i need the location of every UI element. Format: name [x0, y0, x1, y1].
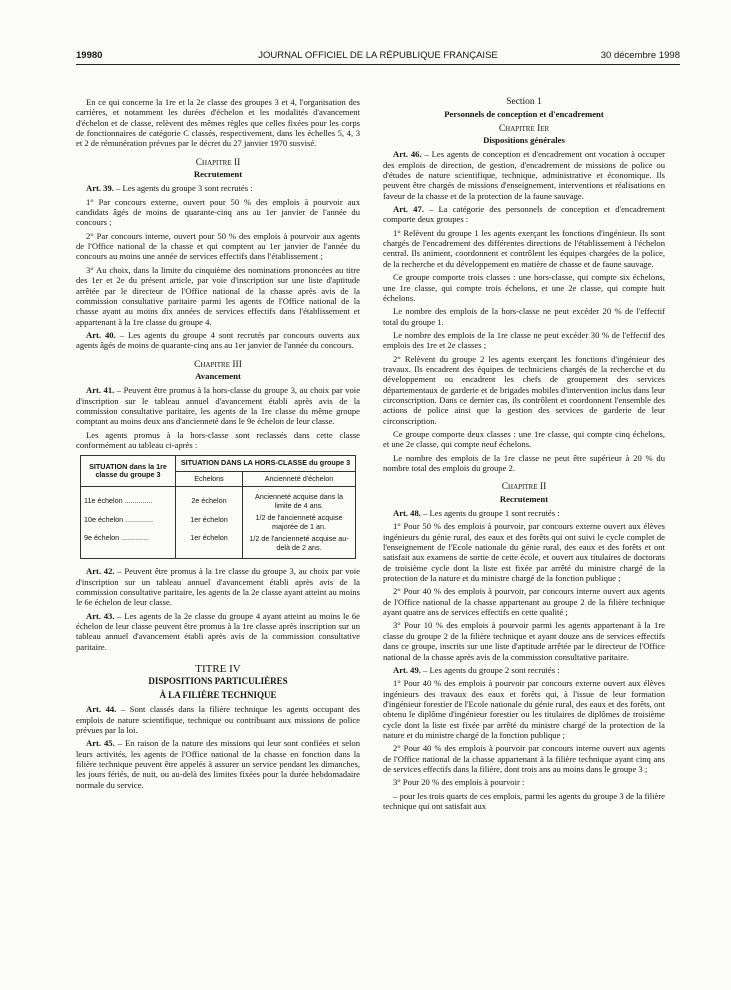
paragraph: 2° Pour 40 % des emplois à pourvoir par concours interne ouvert aux agents de l'Office national de la chasse appartenant à la filière technique ayant cinq ans de services effectifs dans la filière, dont trois ans au moins dans le groupe 3 ; [383, 743, 665, 774]
article-46 [383, 149, 665, 201]
table-header: Ancienneté d'échelon [243, 471, 356, 487]
article-label: Art. 48. [393, 508, 421, 519]
table-cell-value: 10e échelon .............. [84, 514, 154, 524]
article-text: – La catégorie des personnels de conception et d'encadrement comporte deux groupes : [383, 204, 666, 225]
title-subheading: À LA FILIÈRE TECHNIQUE [159, 690, 277, 701]
chapter-heading: Chapitre II [195, 157, 241, 168]
table-cell-value: 11e échelon .............. [84, 496, 153, 506]
reclassification-table [80, 455, 356, 559]
article-text: – En raison de la nature des missions qui leur sont confiées et selon leurs activités, les agents de l'Office national de la chasse en fonction dans la filière technique peuvent être appelés à assurer un service pendant les dimanches, les jours fériés, de nuit, ou au-delà des limites fixées pour la durée hebdomadaire normale du service. [76, 738, 360, 790]
paragraph: Le nombre des emplois de la hors-classe ne peut excéder 20 % de l'effectif total du groupe 1. [383, 306, 665, 327]
paragraph: 2° Relèvent du groupe 2 les agents exerçant les fonctions d'ingénieur des travaux. Ils encadrent des équipes de techniciens chargés de la recherche et du développement ou encadrent les chefs de groupement des services départementaux de garderie et de brigades mobiles d'intervention inclus dans leur circonscription. Dans ce dernier cas, ils contrôlent et coordonnent l'ensemble des actions de police ainsi que la gestion des services de garderie de leur circonscription. [383, 353, 665, 426]
paragraph: 1° Pour 50 % des emplois à pourvoir, par concours externe ouvert aux élèves ingénieurs du génie rural, des eaux et des forêts qui ont suivi le cycle complet de l'enseignement de l'Ecole nationale du génie rural, des eaux et des forêts et ont satisfait aux examens de sortie de cette école, et ouvert aux titulaires de doctorats de troisième cycle dont la liste est fixée par arrêté du ministre chargé de la protection de la nature et du ministre chargé de la fonction publique ; [383, 521, 665, 584]
article-label: Art. 43. [86, 610, 115, 621]
paragraph: 2° Pour 40 % des emplois à pourvoir, par concours interne ouvert aux agents de l'Office national de la chasse appartenant au groupe 2 de la filière technique ayant quatre ans de services effectifs en cette qualité ; [383, 586, 665, 618]
journal-title: JOURNAL OFFICIEL DE LA RÉPUBLIQUE FRANÇAISE [258, 50, 498, 61]
article-text: – Les agents du groupe 2 sont recrutés : [420, 664, 560, 675]
table-header: SITUATION DANS LA HORS-CLASSE du groupe 3 [176, 456, 356, 472]
article-label: Art. 42. [86, 566, 115, 577]
article-45 [76, 738, 360, 790]
page-header [76, 50, 680, 65]
article-47 [383, 204, 665, 225]
chapter-subheading: Avancement [195, 370, 241, 381]
paragraph: Le nombre des emplois de la 1re classe ne peut être supérieur à 20 % du nombre total des emplois du groupe 2. [383, 452, 665, 473]
article-text: – Sont classés dans la filière technique les agents occupant des emplois de nature scientifique, technique ou contribuant aux missions de police prévues par la loi. [76, 704, 360, 736]
paragraph: 2° Par concours interne, ouvert pour 50 % des emplois à pourvoir aux agents de l'Office national de la chasse et qui comptent au 1er janvier de l'année du concours au moins une année de services effectifs dans l'établissement ; [76, 230, 360, 262]
article-41 [76, 385, 360, 426]
article-40 [76, 330, 360, 351]
chapter-heading: Chapitre Ier [498, 123, 550, 134]
article-label: Art. 45. [86, 738, 115, 749]
article-label: Art. 46. [393, 149, 422, 160]
article-label: Art. 49. [393, 664, 421, 675]
chapter-heading: Chapitre III [194, 359, 242, 370]
article-text: – Les agents du groupe 3 sont recrutés : [113, 183, 253, 194]
chapter-subheading: Recrutement [499, 493, 549, 504]
table-cell-value: 1/2 de l'ancienneté acquise majorée de 1 an. [255, 513, 343, 531]
article-44 [76, 704, 360, 735]
table-cell-value: 1/2 de l'ancienneté acquise au-delà de 2 ans. [249, 534, 349, 552]
table-cell-value: Ancienneté acquise dans la limite de 4 ans. [255, 492, 343, 510]
chapter-subheading: Dispositions générales [483, 135, 565, 146]
article-text: – Peuvent être promus à la hors-classe du groupe 3, au choix par voie d'inscription sur le tableau annuel d'avancement établi après avis de la commission consultative paritaire, les agents de la 1re classe du même groupe comptant au moins deux ans d'ancienneté dans le 9e échelon de leur classe. [76, 385, 361, 427]
paragraph: 1° Relèvent du groupe 1 les agents exerçant les fonctions d'ingénieur. Ils sont chargés de l'encadrement des différentes directions de l'établissement à l'échelon central. Ils animent, coordonnent et contrôlent les équipes chargées de la police, de la recherche et du développement en matière de chasse et de faune sauvage. [383, 227, 665, 269]
intro-paragraph: En ce qui concerne la 1re et la 2e classe des groupes 3 et 4, l'organisation des carrières, et notamment les durées d'échelon et les modalités d'avancement d'échelon et de classe, relèvent des mêmes règles que celles fixées pour les corps de fonctionnaires de catégorie C classés, respectivement, dans les échelles 5, 4, 3 et 2 de rémunération prévues par le décret du 27 janvier 1970 susvisé. [76, 97, 360, 149]
article-text: – Les agents du groupe 4 sont recrutés par concours ouverts aux agents âgés de moins de quarante-cinq ans au 1er janvier de l'année du concours. [76, 329, 361, 351]
article-label: Art. 41. [86, 385, 115, 396]
publication-date: 30 décembre 1998 [600, 50, 680, 61]
paragraph: Le nombre des emplois de la 1re classe ne peut excéder 30 % de l'effectif des emplois des 1re et 2e classes ; [383, 329, 665, 351]
section-subheading: Personnels de conception et d'encadrement [444, 109, 604, 120]
article-48 [383, 508, 665, 518]
table-header: SITUATION dans la 1re classe du groupe 3 [81, 456, 176, 487]
article-text: – Les agents de la 2e classe du groupe 4 ayant atteint au moins le 6e échelon de leur classe peuvent être promus à la 1re classe après inscription sur un tableau annuel d'avancement établi après avis de la commission consultative paritaire. [76, 610, 360, 652]
article-label: Art. 47. [393, 204, 424, 215]
right-column [383, 97, 665, 814]
table-cell [243, 487, 356, 559]
article-text: – Les agents de conception et d'encadrement ont vocation à occuper des emplois de direction, de gestion, d'encadrement de missions de police ou d'études de nature scientifique, technique, administrative et économique. Ils peuvent être chargés de missions d'enseignement, interventions et réalisations en faveur de la chasse et de la protection de la faune sauvage. [383, 149, 665, 201]
article-49 [383, 665, 665, 675]
table-cell-value: 1er échelon [190, 514, 228, 524]
article-39 [76, 183, 360, 193]
table-header: Echelons [176, 471, 243, 487]
paragraph: Ce groupe comporte trois classes : une hors-classe, qui compte six échelons, une 1re classe, qui compte trois échelons, et une 2e classe, qui compte huit échelons. [383, 272, 665, 303]
left-column [76, 97, 360, 793]
paragraph: Les agents promus à la hors-classe sont reclassés dans cette classe conformément au tableau ci-après : [76, 429, 360, 450]
article-label: Art. 44. [86, 704, 117, 715]
paragraph: 3° Pour 10 % des emplois à pourvoir parmi les agents appartenant à la 1re classe du groupe 2 de la filière technique et ayant douze ans de services effectifs dans ce groupe, inscrits sur une liste d'aptitude arrêtée par le directeur de l'Office national de la chasse après avis de la commission consultative paritaire. [383, 620, 665, 662]
page-number: 19980 [76, 50, 103, 61]
paragraph: 1° Pour 40 % des emplois à pourvoir par concours externe ouvert aux élèves ingénieurs des travaux des eaux et forêts qui, à l'issue de leur formation d'ingénieur forestier de l'Ecole nationale du génie rural, des eaux et des forêts, ont obtenu le diplôme d'ingénieur forestier ou les titulaires de diplômes de troisième cycle dont la liste est fixée par arrêté du ministre chargé de la protection de la nature et du ministre chargé de la fonction publique ; [383, 678, 665, 740]
paragraph: 1° Par concours externe, ouvert pour 50 % des emplois à pourvoir aux candidats âgés de moins de quarante-cinq ans au 1er janvier de l'année du concours ; [76, 196, 360, 228]
article-text: – Les agents du groupe 1 sont recrutés : [420, 508, 560, 519]
table-cell-value: 9e échelon .............. [84, 533, 150, 543]
table-cell-value: 2e échelon [191, 496, 227, 506]
article-43 [76, 611, 360, 652]
article-text: – Peuvent être promus à la 1re classe du groupe 3, au choix par voie d'inscription sur un tableau annuel d'avancement établi après avis de la commission consultative paritaire, les agents de la 2e classe ayant atteint au moins le 6e échelon de leur classe. [76, 566, 360, 608]
title-subheading: DISPOSITIONS PARTICULIÈRES [148, 676, 288, 687]
paragraph: Ce groupe comporte deux classes : une 1re classe, qui compte cinq échelons, et une 2e classe, qui compte neuf échelons. [383, 428, 665, 450]
table-cell-value: 1er échelon [190, 533, 228, 543]
table-cell [81, 487, 176, 559]
chapter-heading: Chapitre II [501, 482, 547, 493]
section-heading: Section 1 [506, 97, 542, 107]
article-label: Art. 39. [86, 183, 114, 194]
article-42 [76, 566, 360, 607]
paragraph: 3° Pour 20 % des emplois à pourvoir : [393, 777, 525, 788]
paragraph: 3° Au choix, dans la limite du cinquième des nominations prononcées au titre des 1er et 2e du présent article, par voie d'inscription sur une liste d'aptitude arrêtée par le directeur de l'Office national de la chasse après avis de la commission consultative paritaire parmi les agents de l'Office national de la chasse ayant au moins dix années de services effectifs dans l'établissement et appartenant à la 1re classe du groupe 4. [76, 264, 360, 327]
paragraph: – pour les trois quarts de ces emplois, parmi les agents du groupe 3 de la filière technique qui ont satisfait aux [383, 790, 665, 811]
chapter-subheading: Recrutement [193, 169, 243, 180]
table-cell [176, 487, 243, 559]
article-label: Art. 40. [86, 329, 116, 340]
title-heading: TITRE IV [195, 663, 241, 676]
